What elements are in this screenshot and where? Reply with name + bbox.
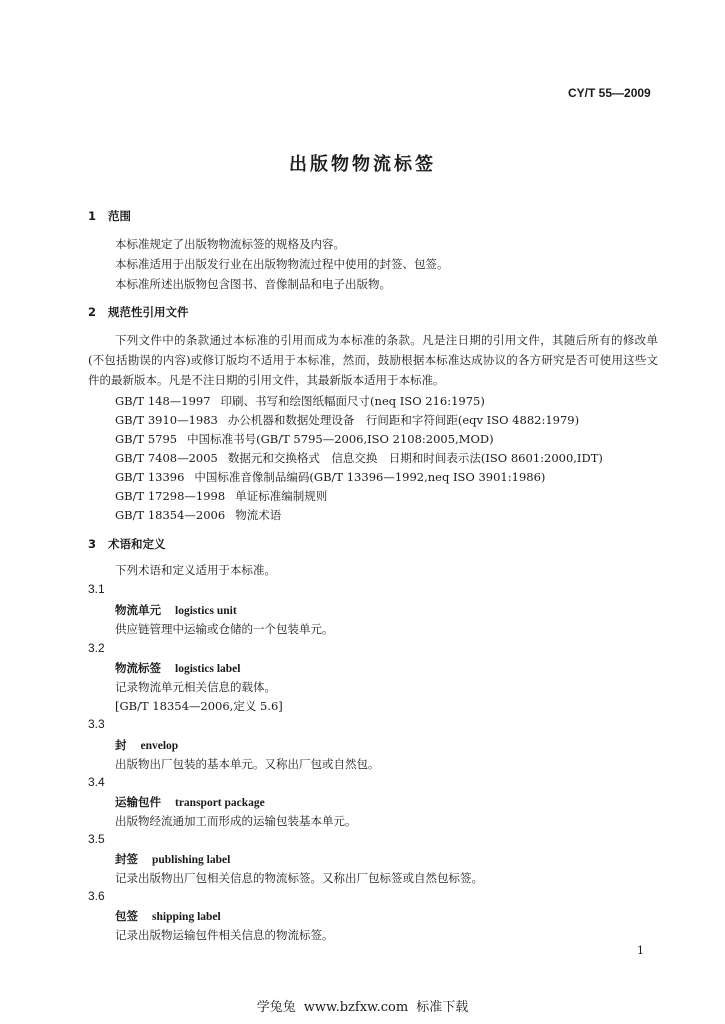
term-definition: 记录物流单元相关信息的载体。: [115, 680, 276, 694]
section-1-line-2: 本标准适用于出版发行业在出版物物流过程中使用的封签、包签。: [115, 257, 449, 271]
section-3-intro: 下列术语和定义适用于本标准。: [115, 563, 276, 577]
reference-item: [115, 393, 485, 409]
term-name-en: publishing label: [152, 854, 231, 866]
reference-item: [115, 469, 545, 485]
term-name: [115, 602, 237, 618]
term-name-zh: 运输包件: [115, 795, 161, 809]
term-name: [115, 794, 265, 810]
section-title: 规范性引用文件: [108, 305, 189, 319]
section-title: 术语和定义: [108, 537, 166, 551]
reference-code: GB/T 18354—2006: [115, 508, 226, 522]
section-1-heading: [88, 208, 131, 224]
term-number: 3.2: [88, 641, 105, 655]
reference-code: GB/T 7408—2005: [115, 451, 218, 465]
document-title: 出版物物流标签: [289, 154, 436, 175]
standard-number: CY/T 55—2009: [568, 86, 651, 100]
footer-site-name: 学兔兔: [256, 1000, 296, 1015]
term-definition: 出版物经流通加工而形成的运输包装基本单元。: [115, 814, 357, 828]
term-name-zh: 物流标签: [115, 661, 161, 675]
term-name-zh: 封签: [115, 852, 138, 866]
term-name: [115, 737, 178, 753]
reference-title: 数据元和交换格式 信息交换 日期和时间表示法(ISO 8601:2000,IDT): [227, 451, 603, 465]
reference-item: [115, 431, 494, 447]
reference-code: GB/T 148—1997: [115, 394, 211, 408]
term-name-en: logistics label: [175, 663, 241, 675]
reference-title: 物流术语: [235, 508, 282, 522]
term-name-zh: 物流单元: [115, 603, 161, 617]
reference-code: GB/T 5795: [115, 432, 178, 446]
reference-code: GB/T 17298—1998: [115, 489, 226, 503]
section-number: 1: [88, 209, 97, 223]
section-3-heading: [88, 536, 166, 552]
section-number: 2: [88, 305, 97, 319]
term-name: [115, 660, 241, 676]
reference-code: GB/T 3910—1983: [115, 413, 218, 427]
term-number: 3.4: [88, 775, 105, 789]
footer-watermark: [0, 996, 725, 1015]
term-name-zh: 封: [115, 738, 127, 752]
section-1-line-3: 本标准所述出版物包含图书、音像制品和电子出版物。: [115, 277, 391, 291]
reference-title: 中国标准书号(GB/T 5795—2006,ISO 2108:2005,MOD): [187, 432, 494, 446]
reference-item: [115, 488, 327, 504]
term-name: [115, 908, 221, 924]
term-definition: 记录出版物运输包件相关信息的物流标签。: [115, 928, 334, 942]
term-definition: 供应链管理中运输或仓储的一个包装单元。: [115, 622, 334, 636]
section-2-heading: [88, 304, 189, 320]
section-1-line-1: 本标准规定了出版物物流标签的规格及内容。: [115, 237, 345, 251]
term-name-en: logistics unit: [175, 605, 237, 617]
term-name-en: shipping label: [152, 911, 221, 923]
reference-title: 中国标准音像制品编码(GB/T 13396—1992,neq ISO 3901:1986): [194, 470, 546, 484]
term-name-zh: 包签: [115, 909, 138, 923]
term-name: [115, 851, 230, 867]
reference-item: [115, 450, 603, 466]
term-number: 3.6: [88, 889, 105, 903]
reference-title: 办公机器和数据处理设备 行间距和字符间距(eqv ISO 4882:1979): [227, 413, 580, 427]
reference-item: [115, 507, 281, 523]
section-number: 3: [88, 537, 97, 551]
term-definition: 出版物出厂包装的基本单元。又称出厂包或自然包。: [115, 757, 380, 771]
footer-url-link[interactable]: www.bzfxw.com: [303, 1000, 409, 1015]
section-2-intro: 下列文件中的条款通过本标准的引用而成为本标准的条款。凡是注日期的引用文件，其随后所有的修改单(不包括勘误的内容)或修订版均不适用于本标准，然而，鼓励根据本标准达成协议的各方研究是否可使用这些文件的最新版本。凡是不注日期的引用文件，其最新版本适用于本标准。: [88, 333, 658, 387]
term-number: 3.3: [88, 717, 105, 731]
page-number: 1: [637, 944, 644, 957]
footer-tagline: 标准下载: [416, 1000, 469, 1015]
reference-item: [115, 412, 579, 428]
reference-title: 印刷、书写和绘图纸幅面尺寸(neq ISO 216:1975): [220, 394, 485, 408]
term-number: 3.1: [88, 582, 105, 596]
term-number: 3.5: [88, 832, 105, 846]
term-name-en: envelop: [140, 740, 179, 752]
reference-title: 单证标准编制规则: [235, 489, 328, 503]
term-definition: 记录出版物出厂包相关信息的物流标签。又称出厂包标签或自然包标签。: [115, 871, 483, 885]
reference-code: GB/T 13396: [115, 470, 185, 484]
term-name-en: transport package: [175, 797, 265, 809]
term-source-note: [GB/T 18354—2006,定义 5.6]: [115, 699, 283, 713]
section-title: 范围: [108, 209, 131, 223]
